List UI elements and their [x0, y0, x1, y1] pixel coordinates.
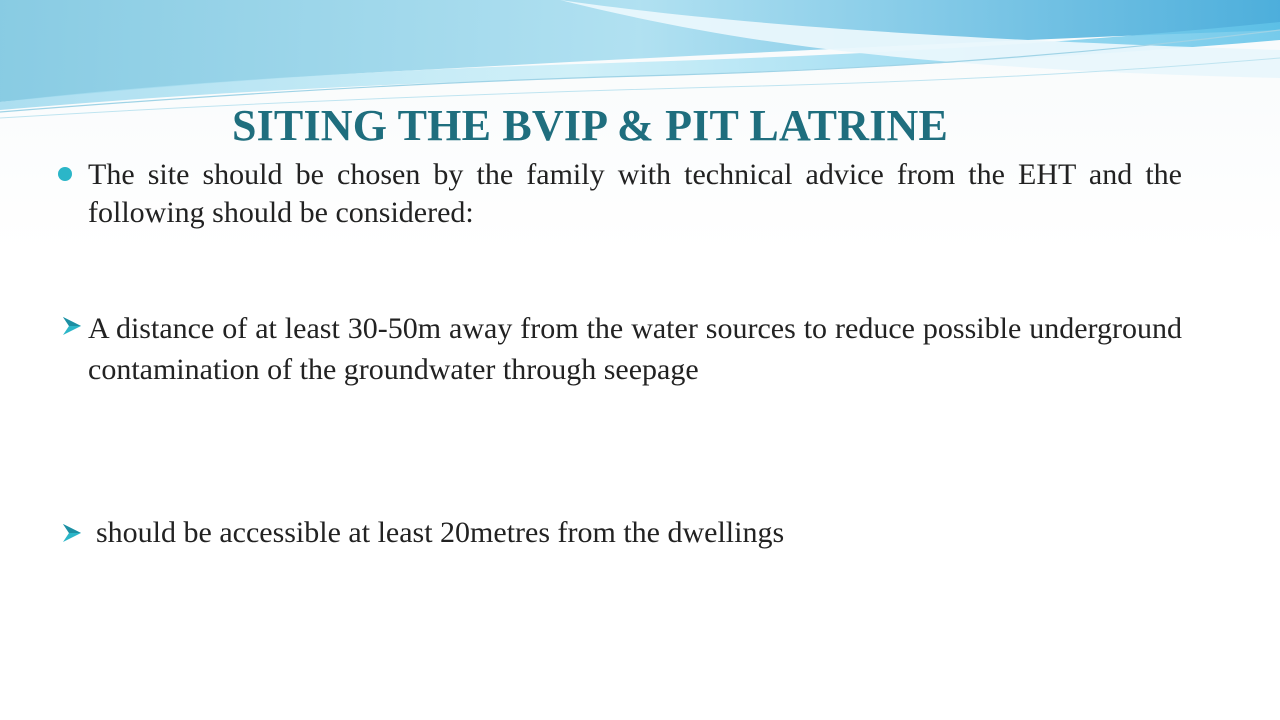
- arrowhead-bullet-icon: [60, 314, 84, 338]
- round-dot-icon: [58, 167, 72, 181]
- arrowhead-bullet-icon: [60, 521, 84, 545]
- bullet-point-accessibility: should be accessible at least 20metres from the dwellings: [96, 516, 785, 549]
- slide-title: SITING THE BVIP & PIT LATRINE: [231, 101, 949, 150]
- intro-paragraph: The site should be chosen by the family with technical advice from the EHT and the following should be considered:: [88, 158, 1182, 229]
- bullet-point-distance: A distance of at least 30-50m away from the water sources to reduce possible underground contamination of the groundwater through seepage: [88, 312, 1182, 386]
